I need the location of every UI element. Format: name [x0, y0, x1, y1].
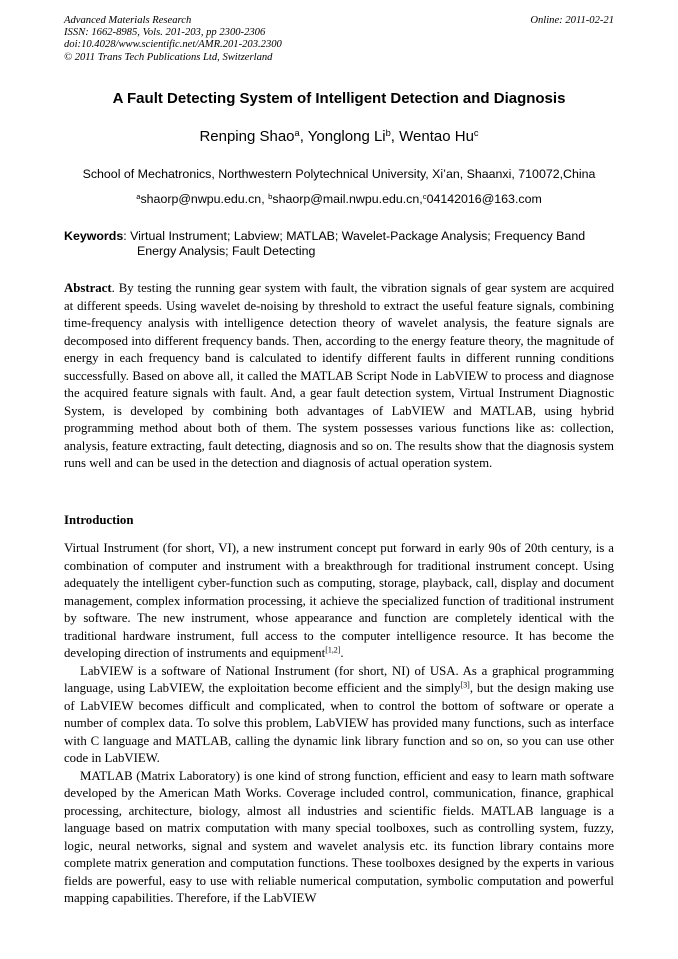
paragraph-text: LabVIEW is a software of National Instrument (for short, NI) of USA. As a graphical programming language, using LabVIEW, the exploitation become efficient and the simply: [64, 663, 614, 695]
email-address[interactable]: shaorp@nwpu.edu.cn,: [140, 192, 269, 206]
paragraph: MATLAB (Matrix Laboratory) is one kind of strong function, efficient and easy to learn math software developed by the American Math Works. Coverage included control, communication, finance, graphical processing, architecture, biology, almost all industries and scientific fields. MATLAB language is a language based on matrix computation with many special toolboxes, such as controlling system, fuzzy, logic, neural networks, signal and system and wavelet analysis etc. its function library contains more complete matrix generation and computation functions. These toolboxes designed by the experts in various fields are powerful, easy to use with reliable numerical computation, symbolic computation and powerful mapping capabilities. Therefore, if the LabVIEW: [64, 768, 614, 905]
citation[interactable]: [1,2]: [325, 645, 341, 655]
online-date: Online: 2011-02-21: [530, 15, 614, 26]
paragraph: [64, 540, 614, 663]
email-list: [0, 192, 678, 206]
introduction-body: [64, 540, 614, 908]
journal-header: [64, 15, 614, 64]
keywords-line: [64, 229, 614, 244]
author-name: Wentao Hu: [399, 128, 474, 145]
citation[interactable]: [3]: [460, 680, 470, 690]
paragraph-text: , but the design making use of LabVIEW becomes difficult and complicated, when to control the bottom of software or operate a number of complex data. To solve this problem, LabVIEW has provided many functions, such as interface with C language and MATLAB, calling the dynamic link library function and so on, so you can use other code in LabVIEW.: [64, 681, 614, 765]
keywords-label: Keywords: [64, 229, 124, 243]
journal-name: Advanced Materials Research: [64, 15, 192, 26]
author-list: [0, 128, 678, 145]
author-separator: ,: [390, 128, 400, 145]
affiliation: School of Mechatronics, Northwestern Polytechnical University, Xi’an, Shaanxi, 710072,China: [82, 167, 596, 181]
email-address[interactable]: shaorp@mail.nwpu.edu.cn,: [272, 192, 423, 206]
abstract-label: Abstract: [64, 281, 112, 295]
abstract-text: . By testing the running gear system with fault, the vibration signals of gear system are acquired at different speeds. Using wavelet de-noising by threshold to extract the useful feature signals, combining time-frequency analysis with intelligence detection theory of wavelet analysis, the feature signals are decomposed into different frequency bands. Then, according to the energy feature theory, the magnitude of energy in each frequency band is calculated to identify different faults in different running conditions successfully. Based on above all, it called the MATLAB Script Node in LabVIEW to process and diagnose the acquired feature signals with fault. And, a gear fault detection system, Virtual Instrument Diagnostic System, is developed by combining both advantages of LabVIEW and MATLAB, using hybrid programming method about both of them. The system possesses various functions like as: collection, analysis, feature extracting, fault detecting, diagnosis and so on. The results show that the diagnosis system runs well and can be used in the detection and diagnosis of actual operation system.: [64, 281, 614, 470]
copyright-line: © 2011 Trans Tech Publications Ltd, Switzerland: [64, 51, 273, 63]
keywords-block: [64, 229, 614, 259]
keywords-continuation: Energy Analysis; Fault Detecting: [137, 244, 316, 258]
author-separator: ,: [299, 128, 308, 145]
doi-line: doi:10.4028/www.scientific.net/AMR.201-203.2300: [64, 39, 282, 51]
paragraph-text: Virtual Instrument (for short, VI), a new instrument concept put forward in early 90s of 20th century, is a combination of computer and instrument with a breakthrough for traditional instrument concept. Using adequately the intelligent cyber-function such as computing, storage, playback, call, display and document management, complex information processing, it achieve the specialized function of traditional instrument by software. The new instrument, whose appearance and function are completely identical with the traditional hardware instrument, full access to the computer intelligence resource. It has become the developing direction of instruments and equipment: [64, 541, 614, 660]
abstract-block: [64, 280, 614, 473]
author-name: Renping Shao: [199, 128, 295, 145]
author-affil-mark: b: [385, 127, 391, 138]
author-affil-mark: a: [294, 127, 300, 138]
author-affil-mark: c: [473, 127, 479, 138]
keywords-text: : Virtual Instrument; Labview; MATLAB; Wavelet-Package Analysis; Frequency Band: [123, 229, 586, 243]
section-heading-introduction: Introduction: [64, 513, 134, 527]
issn-line: ISSN: 1662-8985, Vols. 201-203, pp 2300-2306: [64, 27, 266, 39]
email-mark: c: [422, 191, 427, 201]
email-mark: a: [136, 191, 141, 201]
paragraph-text: .: [340, 646, 344, 660]
paragraph: [64, 663, 614, 768]
email-address[interactable]: 04142016@163.com: [426, 192, 542, 206]
author-name: Yonglong Li: [307, 128, 386, 145]
email-mark: b: [268, 191, 273, 201]
paper-title: A Fault Detecting System of Intelligent Detection and Diagnosis: [112, 90, 566, 107]
